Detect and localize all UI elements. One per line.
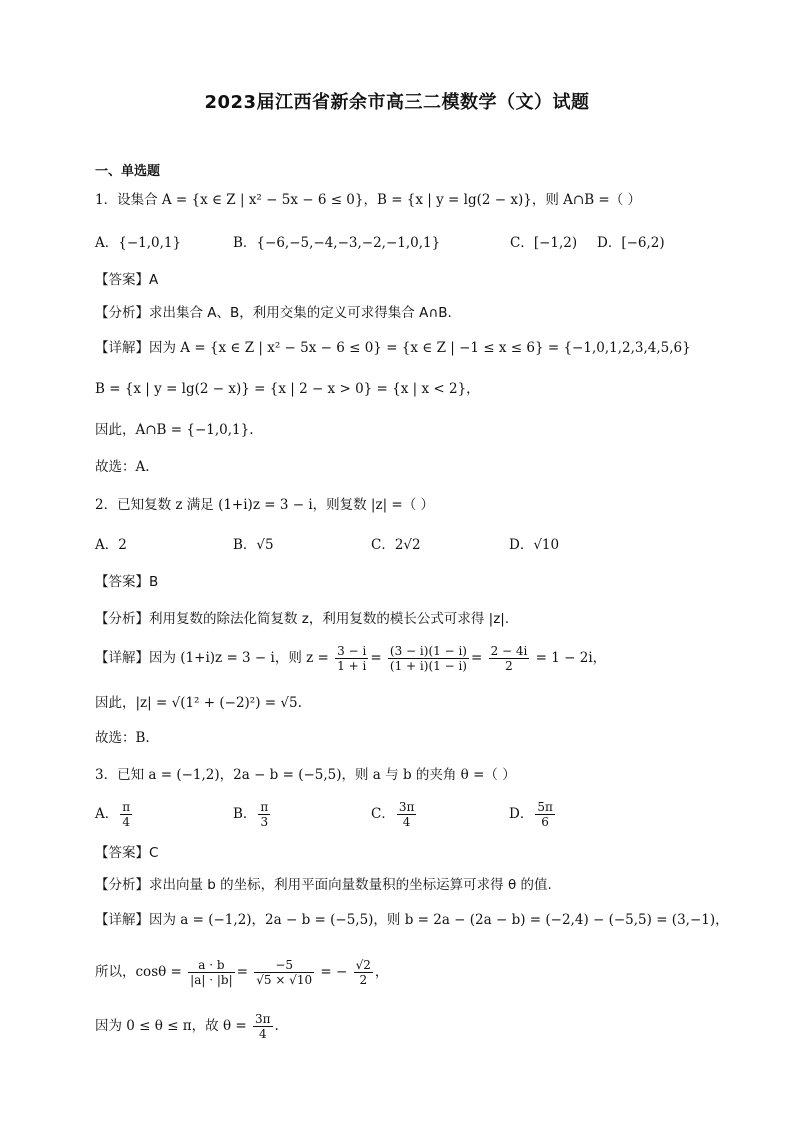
section-heading: 一、单选题 xyxy=(95,164,161,179)
q3-detail-3: 因为 0 ≤ θ ≤ π，故 θ = $\frac{3\pi}{4}$ . xyxy=(95,1012,279,1041)
q2-detail-suffix: = 1 − 2i， xyxy=(535,650,607,666)
q3-final-fraction: $\frac{3\pi}{4}$ xyxy=(255,1012,271,1041)
q2-stem: 2．已知复数 z 满足 (1+i)z = 3 − i，则复数 |z| =（ ） xyxy=(95,497,435,513)
q3-detail-1: 【详解】因为 a = (−1,2)，2a − b = (−5,5)，则 b = 2a − (2a − b) = (−2,4) − (−5,5) = (3,−1)， xyxy=(95,912,729,928)
q3-option-c: C． $\frac{3\pi}{4}$ xyxy=(371,800,415,829)
q2-answer: 【答案】B xyxy=(95,574,159,590)
q1-analysis: 【分析】求出集合 A、B，利用交集的定义可求得集合 A∩B. xyxy=(95,305,452,321)
q1-detail-2: B = {x | y = lg(2 − x)} = {x | 2 − x > 0} = {x | x < 2}， xyxy=(95,381,480,397)
q3-answer: 【答案】C xyxy=(95,845,159,861)
q2-fraction-1: $\frac{3 - i}{1 + i}$ xyxy=(337,644,367,673)
q1-option-b: B．{−6,−5,−4,−3,−2,−1,0,1} xyxy=(233,235,441,251)
page-title: 2023届江西省新余市高三二模数学（文）试题 xyxy=(204,92,590,113)
q2-option-c: C．2√2 xyxy=(371,537,421,553)
q2-fraction-2: $\frac{(3 - i)(1 - i)}{(1 + i)(1 - i)}$ xyxy=(389,644,467,673)
q2-detail-2: 因此，|z| = √(1² + (−2)²) = √5. xyxy=(95,695,302,711)
q2-analysis: 【分析】利用复数的除法化简复数 z，利用复数的模长公式可求得 |z|. xyxy=(95,611,510,627)
q1-answer: 【答案】A xyxy=(95,272,159,288)
q3-option-a: A． $\frac{\pi}{4}$ xyxy=(95,800,131,829)
q3-cos-fraction-3: $\frac{√2}{2}$ xyxy=(355,958,371,987)
q3-option-b: B． $\frac{\pi}{3}$ xyxy=(233,800,269,829)
q2-detail-1: 【详解】因为 (1+i)z = 3 − i，则 z = $\frac{3 - i}{1 + i}$ = $\frac{(3 - i)(1 - i)}{(1 + i)(1 - i)}$ = $\frac{2 - 4i}{2}$ = 1 − 2i， xyxy=(95,644,607,673)
q1-stem: 1．设集合 A = {x ∈ Z | x² − 5x − 6 ≤ 0}，B = {x | y = lg(2 − x)}，则 A∩B =（ ） xyxy=(95,192,642,208)
q2-option-b: B．√5 xyxy=(233,537,274,553)
q1-choice: 故选：A. xyxy=(95,459,150,475)
q2-option-a: A．2 xyxy=(95,537,127,553)
q2-detail-prefix: 【详解】因为 (1+i)z = 3 − i，则 z = xyxy=(95,650,329,666)
q3-analysis: 【分析】求出向量 b 的坐标，利用平面向量数量积的坐标运算可求得 θ 的值. xyxy=(95,877,552,893)
q2-option-d: D．√10 xyxy=(509,537,560,553)
q2-fraction-3: $\frac{2 - 4i}{2}$ xyxy=(490,644,528,673)
q1-detail-3: 因此，A∩B = {−1,0,1}. xyxy=(95,422,254,438)
q1-detail-1: 【详解】因为 A = {x ∈ Z | x² − 5x − 6 ≤ 0} = {x ∈ Z | −1 ≤ x ≤ 6} = {−1,0,1,2,3,4,5,6} xyxy=(95,340,691,356)
q1-option-a: A．{−1,0,1} xyxy=(95,235,182,251)
q3-option-d: D． $\frac{5\pi}{6}$ xyxy=(509,800,553,829)
q3-cos-fraction-1: $\frac{a \cdot b}{|a| \cdot |b|}$ xyxy=(190,958,233,987)
q2-choice: 故选：B. xyxy=(95,730,150,746)
q1-option-c: C．[−1,2) xyxy=(510,235,578,251)
q1-option-d: D．[−6,2) xyxy=(597,235,665,251)
q3-stem: 3．已知 a = (−1,2)，2a − b = (−5,5)，则 a 与 b 的夹角 θ =（ ） xyxy=(95,767,516,783)
q3-detail-2: 所以，cosθ = $\frac{a \cdot b}{|a| \cdot |b|}$ = $\frac{-5}{√5 \times √10}$ = − $\frac{√2}{2}$ ， xyxy=(95,958,389,987)
q3-cos-fraction-2: $\frac{-5}{√5 \times √10}$ xyxy=(256,958,313,987)
